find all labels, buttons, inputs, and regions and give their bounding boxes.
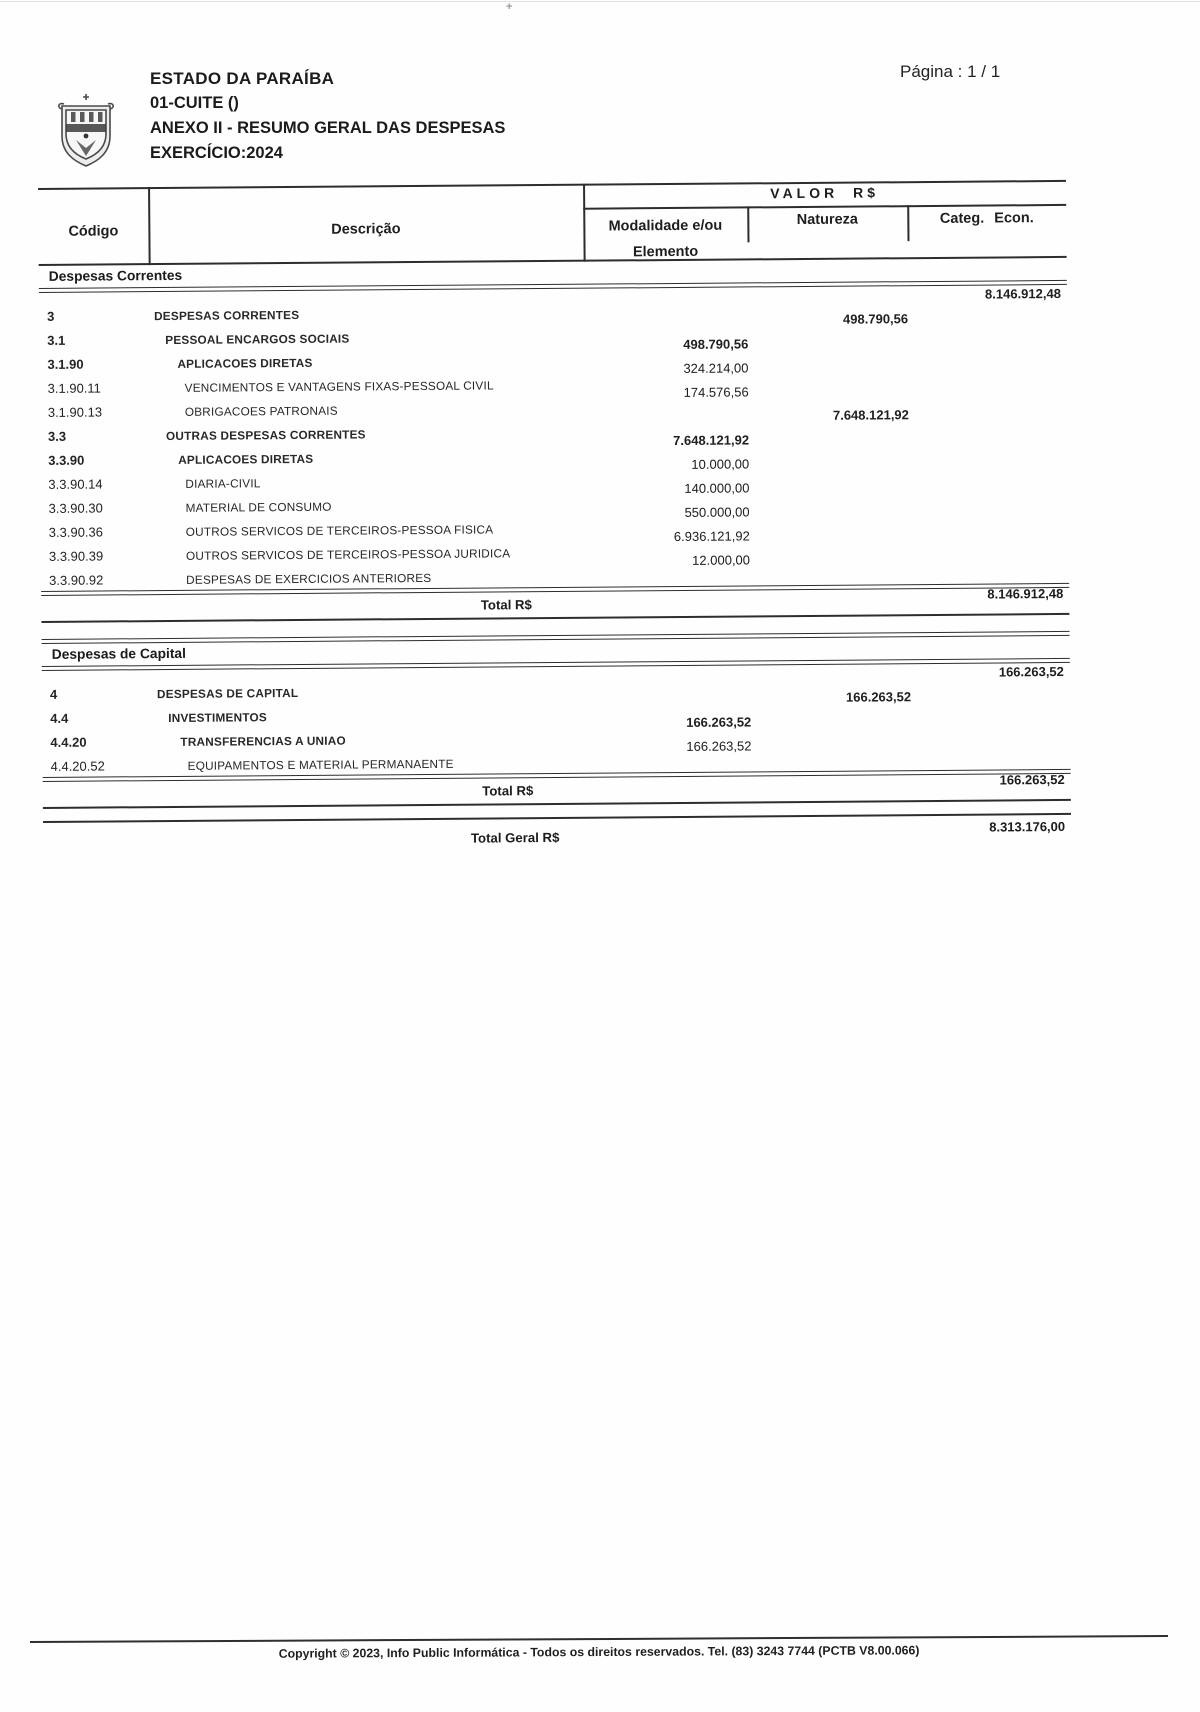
row-value: 324.214,00 xyxy=(683,360,749,376)
row-description: DESPESAS CORRENTES xyxy=(153,307,300,323)
row-value: 498.790,56 xyxy=(683,336,749,352)
report-header xyxy=(150,66,505,166)
row-code: 3.3.90 xyxy=(48,452,85,468)
section-despesas-de-capital xyxy=(42,631,1071,809)
row-description: APLICACOES DIRETAS xyxy=(177,355,313,371)
row-value: 10.000,00 xyxy=(691,456,750,472)
row-description: OUTROS SERVICOS DE TERCEIROS-PESSOA JURIDICA xyxy=(185,545,511,563)
row-description: OUTRAS DESPESAS CORRENTES xyxy=(165,426,366,443)
row-value: 174.576,56 xyxy=(683,384,749,400)
entity-name: 01-CUITE () xyxy=(150,94,239,112)
row-description: TRANSFERENCIAS A UNIAO xyxy=(180,733,346,749)
total-value: 166.263,52 xyxy=(999,771,1065,788)
row-value: 140.000,00 xyxy=(684,480,750,496)
state-name: ESTADO DA PARAÍBA xyxy=(150,69,335,88)
column-header-codigo: Código xyxy=(68,223,119,240)
row-value: 166.263,52 xyxy=(686,738,752,754)
column-header-modalidade xyxy=(583,212,747,265)
row-value: 7.648.121,92 xyxy=(832,407,909,423)
row-value: 550.000,00 xyxy=(684,504,750,520)
expenses-table xyxy=(38,174,1071,855)
row-code: 3 xyxy=(46,308,55,324)
grand-total-row xyxy=(43,813,1071,855)
scan-artifact-plus-icon: + xyxy=(506,1,513,13)
row-description: MATERIAL DE CONSUMO xyxy=(185,499,332,515)
page-footer xyxy=(30,1635,1168,1662)
row-code: 3.3.90.14 xyxy=(48,476,103,492)
row-description: OUTROS SERVICOS DE TERCEIROS-PESSOA FISICA xyxy=(185,521,494,539)
row-code: 3.1 xyxy=(47,332,66,348)
row-description: OBRIGACOES PATRONAIS xyxy=(184,403,338,419)
row-value: 12.000,00 xyxy=(692,552,751,568)
row-code: 4 xyxy=(49,686,58,702)
row-description: DESPESAS DE EXERCICIOS ANTERIORES xyxy=(186,570,432,587)
row-value: 8.146.912,48 xyxy=(984,285,1061,302)
column-header-categ-econ: Categ. Econ. xyxy=(939,210,1034,227)
row-description: INVESTIMENTOS xyxy=(168,709,268,725)
section-despesas-correntes xyxy=(39,258,1070,623)
row-value: 6.936.121,92 xyxy=(673,528,750,545)
row-value: 166.263,52 xyxy=(845,689,912,705)
row-description: DESPESAS DE CAPITAL xyxy=(156,685,299,701)
table-header xyxy=(38,174,1067,266)
row-code: 3.3.90.36 xyxy=(48,524,104,540)
row-code: 4.4.20 xyxy=(50,734,87,750)
row-code: 3.3.90.30 xyxy=(48,500,103,516)
row-code: 4.4.20.52 xyxy=(50,758,105,774)
coat-of-arms-logo xyxy=(54,92,118,170)
row-value: 498.790,56 xyxy=(842,311,909,327)
column-header-descricao: Descrição xyxy=(331,221,401,238)
row-code: 3.3.90.39 xyxy=(48,548,104,564)
row-code: 3.3 xyxy=(47,428,67,444)
row-value: 166.263,52 xyxy=(686,714,752,730)
column-header-modalidade-line2: Elemento xyxy=(632,243,699,261)
section-total-row xyxy=(43,769,1071,809)
row-description: APLICACOES DIRETAS xyxy=(178,451,314,467)
row-code: 3.1.90 xyxy=(47,356,84,372)
row-code: 3.1.90.11 xyxy=(47,380,101,396)
section-rows xyxy=(42,663,1071,777)
section-rows xyxy=(39,285,1069,591)
copyright-text: Copyright © 2023, Info Public Informática - Todos os direitos reservados. Tel. (83) 3243 7744 (PCTB V8.00.066) xyxy=(278,1643,920,1661)
scan-edge-artifact xyxy=(0,1,1200,2)
total-label: Total R$ xyxy=(482,783,534,799)
row-description: VENCIMENTOS E VANTAGENS FIXAS-PESSOAL CIVIL xyxy=(184,377,494,395)
column-header-natureza: Natureza xyxy=(796,211,859,229)
row-description: EQUIPAMENTOS E MATERIAL PERMANAENTE xyxy=(187,756,454,773)
page-number: Página : 1 / 1 xyxy=(900,62,1001,81)
row-code: 3.1.90.13 xyxy=(47,404,103,420)
exercise-year: EXERCÍCIO:2024 xyxy=(150,144,283,162)
section-title: Despesas Correntes xyxy=(48,267,183,284)
row-value: 7.648.121,92 xyxy=(673,432,750,449)
row-code: 3.3.90.92 xyxy=(49,572,104,588)
total-label: Total R$ xyxy=(480,597,532,613)
row-description: PESSOAL ENCARGOS SOCIAIS xyxy=(165,331,350,347)
section-title: Despesas de Capital xyxy=(51,645,186,662)
column-header-modalidade-line1: Modalidade e/ou xyxy=(608,217,723,235)
row-value: 166.263,52 xyxy=(998,663,1064,680)
row-code: 4.4 xyxy=(50,710,69,726)
total-value: 8.146.912,48 xyxy=(987,585,1064,602)
grand-total-label: Total Geral R$ xyxy=(470,829,560,846)
grand-total-value: 8.313.176,00 xyxy=(989,818,1066,835)
report-title: ANEXO II - RESUMO GERAL DAS DESPESAS xyxy=(150,119,506,137)
row-description: DIARIA-CIVIL xyxy=(185,475,261,491)
column-header-valor: VALOR R$ xyxy=(770,184,880,202)
